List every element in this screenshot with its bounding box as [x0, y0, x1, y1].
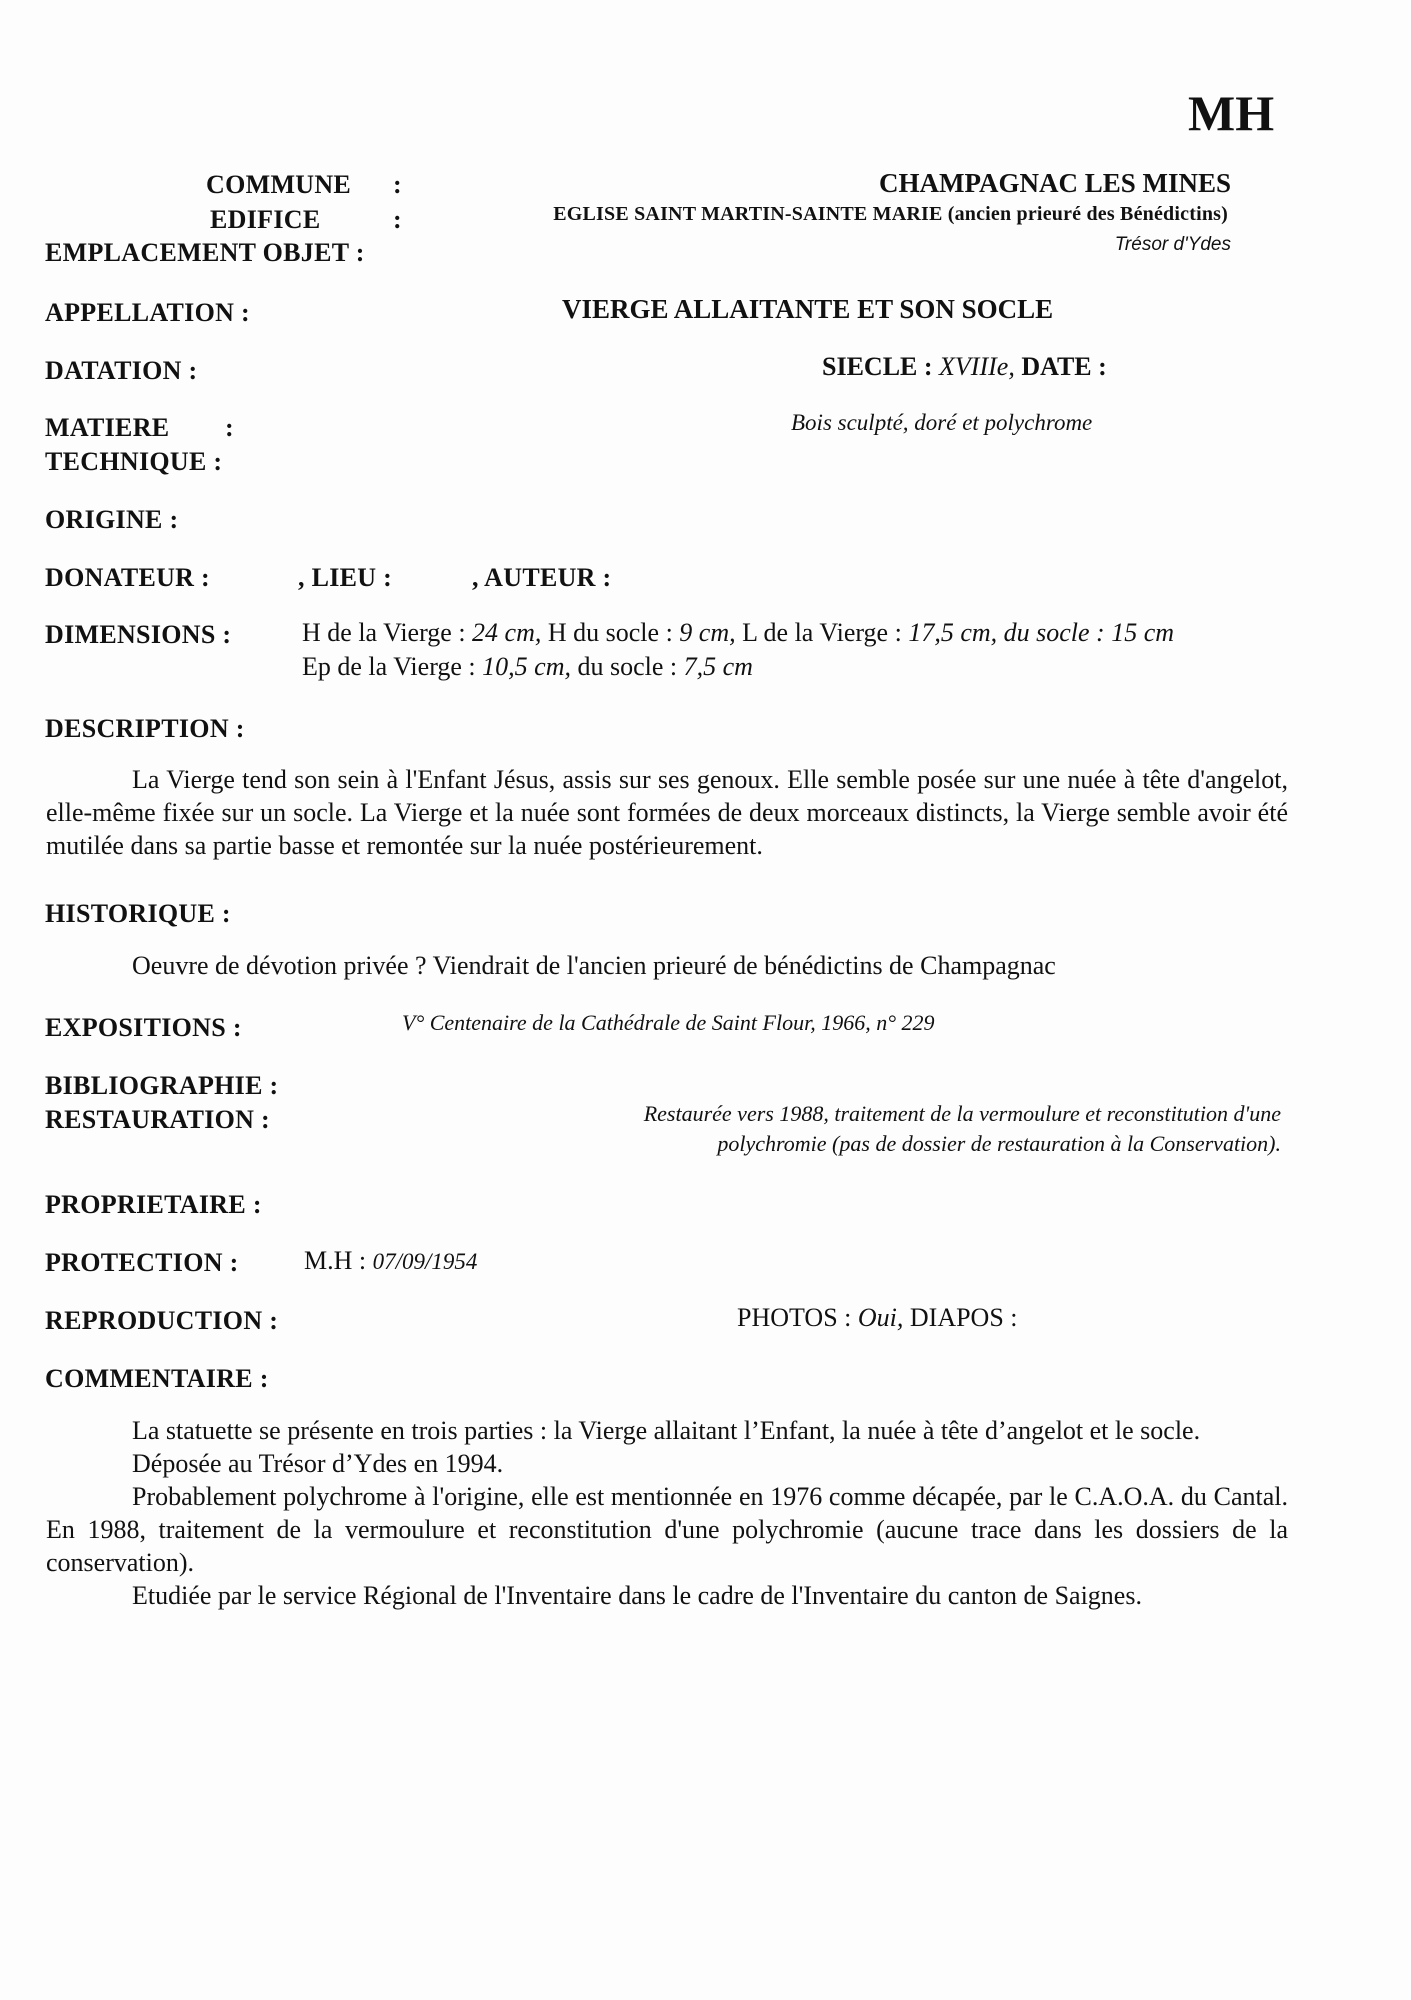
- description-text: La Vierge tend son sein à l'Enfant Jésus, assis sur ses genoux. Elle semble posée sur une nuée à tête d'angelot, elle-même fixée sur un socle. La Vierge et la nuée sont formées de deux morceaux distincts, la Vierge semble avoir été mutilée dans sa partie basse et remontée sur la nuée postérieurement.: [46, 765, 1288, 860]
- date-label: DATE :: [1021, 352, 1107, 381]
- edifice-colon: :: [393, 205, 402, 234]
- emplacement-value: Trésor d'Ydes: [1114, 234, 1231, 255]
- reproduction-value: [737, 1303, 1018, 1333]
- commentaire-p4: Etudiée par le service Régional de l'Inventaire dans le cadre de l'Inventaire du canton de Saignes.: [132, 1581, 1142, 1610]
- lieu-label: , LIEU :: [298, 563, 393, 592]
- appellation-label: APPELLATION :: [45, 298, 250, 327]
- description-label: DESCRIPTION :: [45, 714, 245, 743]
- commentaire-label: COMMENTAIRE :: [45, 1364, 269, 1393]
- siecle-value: XVIIIe,: [939, 352, 1015, 381]
- dimensions-line1: [302, 618, 1174, 648]
- ep-socle-label: du socle :: [577, 652, 678, 681]
- edifice-label: EDIFICE: [210, 205, 321, 234]
- protection-date: 07/09/1954: [372, 1249, 478, 1274]
- restauration-line2: polychromie (pas de dossier de restauration à la Conservation).: [717, 1131, 1281, 1156]
- description-text-block: [46, 763, 1288, 862]
- bibliographie-label: BIBLIOGRAPHIE :: [45, 1071, 279, 1100]
- h-socle-label: H du socle :: [547, 618, 673, 647]
- historique-text: Oeuvre de dévotion privée ? Viendrait de l'ancien prieuré de bénédictins de Champagnac: [132, 951, 1056, 980]
- expositions-value: V° Centenaire de la Cathédrale de Saint Flour, 1966, n° 229: [402, 1010, 935, 1035]
- auteur-label: , AUTEUR :: [472, 563, 612, 592]
- h-socle-value: 9 cm,: [679, 618, 736, 647]
- dimensions-line2: [302, 652, 753, 682]
- matiere-colon: :: [225, 413, 234, 442]
- commune-label: COMMUNE: [206, 170, 352, 199]
- matiere-label: MATIERE: [45, 413, 170, 442]
- h-vierge-value: 24 cm,: [472, 618, 542, 647]
- siecle-label: SIECLE :: [822, 352, 933, 381]
- mh-mark: MH: [1188, 85, 1275, 141]
- datation-siecle: [822, 352, 1107, 382]
- origine-label: ORIGINE :: [45, 505, 179, 534]
- donateur-label: DONATEUR :: [45, 563, 211, 592]
- protection-mh: M.H :: [304, 1246, 367, 1275]
- commentaire-text-block: [46, 1414, 1288, 1612]
- commentaire-p3: Probablement polychrome à l'origine, elle est mentionnée en 1976 comme décapée, par le C.A.O.A. du Cantal. En 1988, traitement de la vermoulure et reconstitution d'une polychromie (aucune trace dans les dossiers de la conservation).: [46, 1482, 1288, 1577]
- expositions-label: EXPOSITIONS :: [45, 1013, 242, 1042]
- commentaire-p2: Déposée au Trésor d’Ydes en 1994.: [132, 1449, 504, 1478]
- protection-value: [304, 1246, 477, 1276]
- dimensions-label: DIMENSIONS :: [45, 620, 232, 649]
- photos-label: PHOTOS :: [737, 1303, 852, 1332]
- datation-label: DATATION :: [45, 356, 198, 385]
- h-vierge-label: H de la Vierge :: [302, 618, 466, 647]
- emplacement-label: EMPLACEMENT OBJET :: [45, 238, 365, 267]
- commune-colon: :: [393, 170, 402, 199]
- diapos-label: DIAPOS :: [909, 1303, 1018, 1332]
- l-vierge-label: L de la Vierge :: [742, 618, 902, 647]
- photos-value: Oui,: [857, 1303, 904, 1332]
- technique-label: TECHNIQUE :: [45, 447, 223, 476]
- ep-vierge-value: 10,5 cm,: [482, 652, 571, 681]
- appellation-value: VIERGE ALLAITANTE ET SON SOCLE: [562, 294, 1054, 324]
- ep-vierge-label: Ep de la Vierge :: [302, 652, 476, 681]
- matiere-value: Bois sculpté, doré et polychrome: [791, 410, 1093, 435]
- ep-socle-value: 7,5 cm: [683, 652, 753, 681]
- commune-value: CHAMPAGNAC LES MINES: [878, 168, 1231, 198]
- restauration-label: RESTAURATION :: [45, 1105, 270, 1134]
- edifice-value: EGLISE SAINT MARTIN-SAINTE MARIE (ancien prieuré des Bénédictins): [553, 203, 1228, 225]
- historique-label: HISTORIQUE :: [45, 899, 231, 928]
- l-vierge-value: 17,5 cm, du socle : 15 cm: [908, 618, 1175, 647]
- restauration-line1: Restaurée vers 1988, traitement de la vermoulure et reconstitution d'une: [643, 1101, 1281, 1126]
- proprietaire-label: PROPRIETAIRE :: [45, 1190, 262, 1219]
- reproduction-label: REPRODUCTION :: [45, 1306, 279, 1335]
- commentaire-p1: La statuette se présente en trois parties : la Vierge allaitant l’Enfant, la nuée à tête d’angelot et le socle.: [132, 1416, 1201, 1445]
- protection-label: PROTECTION :: [45, 1248, 239, 1277]
